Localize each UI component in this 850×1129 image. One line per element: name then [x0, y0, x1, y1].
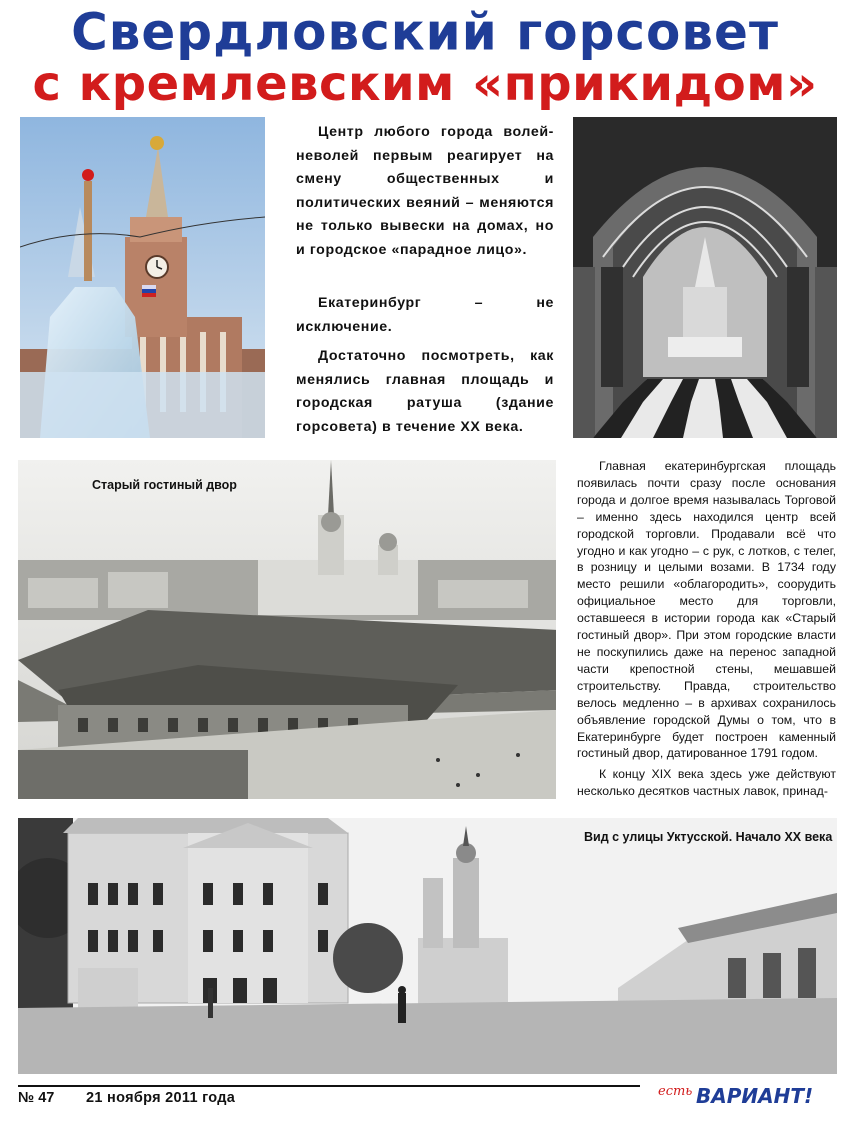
gostiny-dvor-illustration — [18, 460, 556, 799]
lead-paragraph-2 — [296, 292, 554, 339]
newspaper-logo — [636, 1078, 836, 1114]
lead-text-2: Екатеринбург – не исключение. — [296, 295, 554, 335]
lead-text-3: Достаточно посмотреть, как менялись главная площадь и городская ратуша (здание горсовета) в течение XX века. — [296, 348, 554, 435]
headline-line-1: Свердловский горсовет — [71, 2, 779, 62]
article-body — [577, 458, 836, 804]
footer-rule — [18, 1085, 640, 1087]
issue-date: 21 ноября 2011 года — [86, 1090, 236, 1106]
logo-big-text: ВАРИАНТ! — [696, 1084, 814, 1108]
lead-paragraph-3 — [296, 345, 554, 439]
city-hall-illustration — [20, 117, 265, 438]
photo-kremlin-style-hall — [573, 117, 837, 438]
lead-paragraph-1 — [296, 121, 554, 262]
article-paragraph-2: К концу XIX века здесь уже действуют несколько десятков частных лавок, принад- — [577, 767, 836, 799]
headline-line-2: с кремлевским «прикидом» — [32, 56, 818, 112]
photo-city-hall-winter — [20, 117, 265, 438]
photo-uktusskaya-street — [18, 818, 837, 1074]
caption-uktusskaya-street: Вид с улицы Уктусской. Начало XX века — [584, 830, 833, 844]
lead-text-1: Центр любого города волей-неволей первым реагирует на смену общественных и политических веяний – меняются не только вывески на домах, но и городское «парадное лицо». — [296, 124, 554, 258]
issue-number: № 47 — [18, 1090, 55, 1106]
logo-small-text: есть — [658, 1084, 693, 1099]
hall-illustration — [573, 117, 837, 438]
caption-old-gostiny-dvor: Старый гостиный двор — [92, 478, 237, 492]
street-illustration — [18, 818, 837, 1074]
article-paragraph-1: Главная екатеринбургская площадь появилась почти сразу после основания города и долгое время называлась Торговой – именно здесь находился центр всей городской торговли. Продавали всё что угодно и как угодно – с рук, с лотков, с телег, в розницу и целыми возами. В 1734 году место решили «облагородить», соорудить официальное место для торговли, оставшееся в истории города как «Старый гостиный двор». При этом городские власти не поскупились даже на перенос западной части крепостной стены, мешавшей строительству. Правда, строительство велось медленно – в архивах сохранилось объявление городской Думы о том, что в Екатеринбурге будет построен каменный гостиный двор, датированное 1791 годом. — [577, 459, 836, 761]
photo-old-gostiny-dvor — [18, 460, 556, 799]
